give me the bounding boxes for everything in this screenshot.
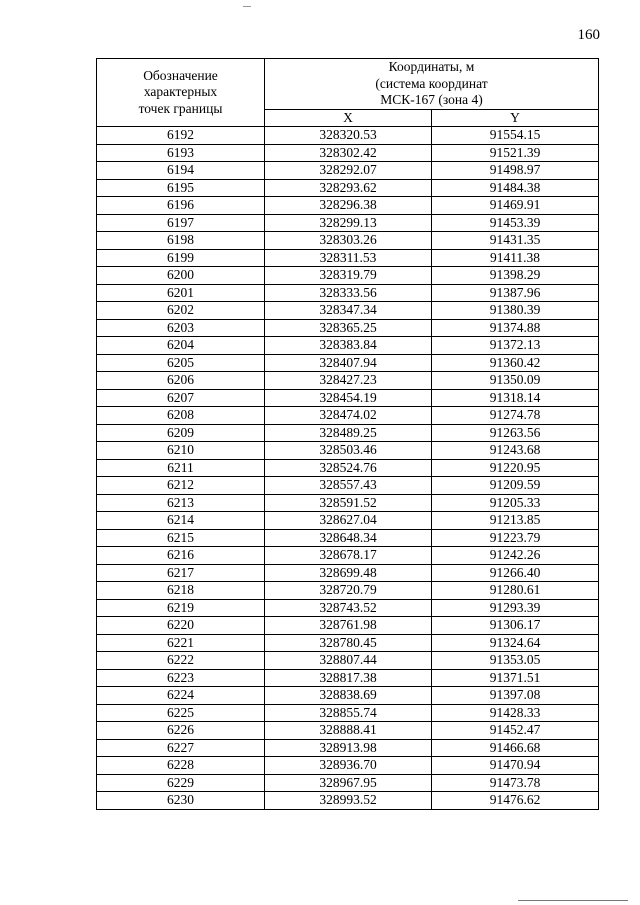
y-coordinate-cell: 91453.39 xyxy=(432,214,599,232)
x-coordinate-cell: 328913.98 xyxy=(265,739,432,757)
y-coordinate-cell: 91411.38 xyxy=(432,249,599,267)
point-id-cell: 6206 xyxy=(97,372,265,390)
point-id-cell: 6203 xyxy=(97,319,265,337)
point-id-cell: 6200 xyxy=(97,267,265,285)
point-id-cell: 6204 xyxy=(97,337,265,355)
table-row xyxy=(97,652,599,670)
x-coordinate-cell: 328807.44 xyxy=(265,652,432,670)
y-coordinate-cell: 91209.59 xyxy=(432,477,599,495)
y-coordinate-cell: 91521.39 xyxy=(432,144,599,162)
page-number: 160 xyxy=(577,27,600,43)
table-row xyxy=(97,722,599,740)
y-coordinate-cell: 91213.85 xyxy=(432,512,599,530)
y-coordinate-cell: 91360.42 xyxy=(432,354,599,372)
table-row xyxy=(97,634,599,652)
header-point-label: Обозначение характерных точек границы xyxy=(97,59,265,127)
y-coordinate-cell: 91387.96 xyxy=(432,284,599,302)
table-row xyxy=(97,197,599,215)
point-id-cell: 6229 xyxy=(97,774,265,792)
x-coordinate-cell: 328627.04 xyxy=(265,512,432,530)
y-coordinate-cell: 91306.17 xyxy=(432,617,599,635)
y-coordinate-cell: 91318.14 xyxy=(432,389,599,407)
table-row xyxy=(97,337,599,355)
table-row xyxy=(97,127,599,145)
point-id-cell: 6199 xyxy=(97,249,265,267)
x-coordinate-cell: 328678.17 xyxy=(265,547,432,565)
y-coordinate-cell: 91428.33 xyxy=(432,704,599,722)
x-coordinate-cell: 328817.38 xyxy=(265,669,432,687)
table-row xyxy=(97,424,599,442)
point-id-cell: 6197 xyxy=(97,214,265,232)
table-row xyxy=(97,232,599,250)
table-row xyxy=(97,372,599,390)
y-coordinate-cell: 91205.33 xyxy=(432,494,599,512)
table-row xyxy=(97,389,599,407)
header-y-label: Y xyxy=(432,109,599,127)
y-coordinate-cell: 91274.78 xyxy=(432,407,599,425)
x-coordinate-cell: 328302.42 xyxy=(265,144,432,162)
x-coordinate-cell: 328761.98 xyxy=(265,617,432,635)
table-row xyxy=(97,529,599,547)
y-coordinate-cell: 91293.39 xyxy=(432,599,599,617)
y-coordinate-cell: 91397.08 xyxy=(432,687,599,705)
y-coordinate-cell: 91466.68 xyxy=(432,739,599,757)
table-row xyxy=(97,144,599,162)
y-coordinate-cell: 91263.56 xyxy=(432,424,599,442)
table-row xyxy=(97,249,599,267)
point-id-cell: 6213 xyxy=(97,494,265,512)
point-id-cell: 6209 xyxy=(97,424,265,442)
x-coordinate-cell: 328365.25 xyxy=(265,319,432,337)
point-id-cell: 6212 xyxy=(97,477,265,495)
y-coordinate-cell: 91324.64 xyxy=(432,634,599,652)
y-coordinate-cell: 91380.39 xyxy=(432,302,599,320)
point-id-cell: 6220 xyxy=(97,617,265,635)
x-coordinate-cell: 328347.34 xyxy=(265,302,432,320)
table-row xyxy=(97,512,599,530)
y-coordinate-cell: 91498.97 xyxy=(432,162,599,180)
table-header-row xyxy=(97,59,599,110)
x-coordinate-cell: 328292.07 xyxy=(265,162,432,180)
header-coords-label: Координаты, м (система координат МСК-167 (зона 4) xyxy=(265,59,599,110)
point-id-cell: 6196 xyxy=(97,197,265,215)
x-coordinate-cell: 328454.19 xyxy=(265,389,432,407)
point-id-cell: 6192 xyxy=(97,127,265,145)
table-row xyxy=(97,617,599,635)
y-coordinate-cell: 91452.47 xyxy=(432,722,599,740)
x-coordinate-cell: 328383.84 xyxy=(265,337,432,355)
point-id-cell: 6223 xyxy=(97,669,265,687)
x-coordinate-cell: 328311.53 xyxy=(265,249,432,267)
y-coordinate-cell: 91469.91 xyxy=(432,197,599,215)
table-row xyxy=(97,302,599,320)
x-coordinate-cell: 328888.41 xyxy=(265,722,432,740)
x-coordinate-cell: 328524.76 xyxy=(265,459,432,477)
scan-mark-bottom xyxy=(518,900,628,901)
table-row xyxy=(97,774,599,792)
table-row xyxy=(97,599,599,617)
x-coordinate-cell: 328489.25 xyxy=(265,424,432,442)
point-id-cell: 6225 xyxy=(97,704,265,722)
point-id-cell: 6217 xyxy=(97,564,265,582)
x-coordinate-cell: 328936.70 xyxy=(265,757,432,775)
x-coordinate-cell: 328333.56 xyxy=(265,284,432,302)
y-coordinate-cell: 91266.40 xyxy=(432,564,599,582)
point-id-cell: 6215 xyxy=(97,529,265,547)
x-coordinate-cell: 328503.46 xyxy=(265,442,432,460)
point-id-cell: 6194 xyxy=(97,162,265,180)
scan-mark-top xyxy=(243,6,251,7)
coordinates-table xyxy=(96,58,599,810)
point-id-cell: 6205 xyxy=(97,354,265,372)
point-id-cell: 6219 xyxy=(97,599,265,617)
x-coordinate-cell: 328427.23 xyxy=(265,372,432,390)
y-coordinate-cell: 91398.29 xyxy=(432,267,599,285)
y-coordinate-cell: 91476.62 xyxy=(432,792,599,810)
table-row xyxy=(97,459,599,477)
point-id-cell: 6208 xyxy=(97,407,265,425)
point-id-cell: 6210 xyxy=(97,442,265,460)
y-coordinate-cell: 91242.26 xyxy=(432,547,599,565)
y-coordinate-cell: 91484.38 xyxy=(432,179,599,197)
point-id-cell: 6228 xyxy=(97,757,265,775)
table-row xyxy=(97,704,599,722)
point-id-cell: 6222 xyxy=(97,652,265,670)
point-id-cell: 6214 xyxy=(97,512,265,530)
x-coordinate-cell: 328296.38 xyxy=(265,197,432,215)
x-coordinate-cell: 328557.43 xyxy=(265,477,432,495)
point-id-cell: 6224 xyxy=(97,687,265,705)
table-row xyxy=(97,547,599,565)
header-x-label: X xyxy=(265,109,432,127)
table-row xyxy=(97,792,599,810)
y-coordinate-cell: 91280.61 xyxy=(432,582,599,600)
x-coordinate-cell: 328299.13 xyxy=(265,214,432,232)
y-coordinate-cell: 91223.79 xyxy=(432,529,599,547)
point-id-cell: 6211 xyxy=(97,459,265,477)
table-row xyxy=(97,582,599,600)
point-id-cell: 6226 xyxy=(97,722,265,740)
x-coordinate-cell: 328407.94 xyxy=(265,354,432,372)
table-row xyxy=(97,757,599,775)
table-row xyxy=(97,669,599,687)
y-coordinate-cell: 91243.68 xyxy=(432,442,599,460)
point-id-cell: 6201 xyxy=(97,284,265,302)
table-row xyxy=(97,354,599,372)
y-coordinate-cell: 91473.78 xyxy=(432,774,599,792)
table-row xyxy=(97,407,599,425)
point-id-cell: 6198 xyxy=(97,232,265,250)
point-id-cell: 6207 xyxy=(97,389,265,407)
x-coordinate-cell: 328648.34 xyxy=(265,529,432,547)
x-coordinate-cell: 328591.52 xyxy=(265,494,432,512)
table-row xyxy=(97,162,599,180)
y-coordinate-cell: 91371.51 xyxy=(432,669,599,687)
y-coordinate-cell: 91220.95 xyxy=(432,459,599,477)
x-coordinate-cell: 328967.95 xyxy=(265,774,432,792)
point-id-cell: 6195 xyxy=(97,179,265,197)
y-coordinate-cell: 91350.09 xyxy=(432,372,599,390)
x-coordinate-cell: 328474.02 xyxy=(265,407,432,425)
table-row xyxy=(97,739,599,757)
table-row xyxy=(97,319,599,337)
x-coordinate-cell: 328855.74 xyxy=(265,704,432,722)
point-id-cell: 6218 xyxy=(97,582,265,600)
y-coordinate-cell: 91554.15 xyxy=(432,127,599,145)
point-id-cell: 6202 xyxy=(97,302,265,320)
table-row xyxy=(97,214,599,232)
y-coordinate-cell: 91374.88 xyxy=(432,319,599,337)
x-coordinate-cell: 328699.48 xyxy=(265,564,432,582)
x-coordinate-cell: 328319.79 xyxy=(265,267,432,285)
x-coordinate-cell: 328293.62 xyxy=(265,179,432,197)
x-coordinate-cell: 328743.52 xyxy=(265,599,432,617)
table-row xyxy=(97,477,599,495)
table-row xyxy=(97,442,599,460)
point-id-cell: 6227 xyxy=(97,739,265,757)
x-coordinate-cell: 328780.45 xyxy=(265,634,432,652)
y-coordinate-cell: 91372.13 xyxy=(432,337,599,355)
table-row xyxy=(97,564,599,582)
x-coordinate-cell: 328303.26 xyxy=(265,232,432,250)
point-id-cell: 6216 xyxy=(97,547,265,565)
x-coordinate-cell: 328320.53 xyxy=(265,127,432,145)
y-coordinate-cell: 91431.35 xyxy=(432,232,599,250)
point-id-cell: 6193 xyxy=(97,144,265,162)
x-coordinate-cell: 328720.79 xyxy=(265,582,432,600)
y-coordinate-cell: 91353.05 xyxy=(432,652,599,670)
table-row xyxy=(97,267,599,285)
y-coordinate-cell: 91470.94 xyxy=(432,757,599,775)
table-row xyxy=(97,179,599,197)
point-id-cell: 6221 xyxy=(97,634,265,652)
table-row xyxy=(97,494,599,512)
x-coordinate-cell: 328838.69 xyxy=(265,687,432,705)
table-body xyxy=(97,127,599,810)
point-id-cell: 6230 xyxy=(97,792,265,810)
table-row xyxy=(97,284,599,302)
table-row xyxy=(97,687,599,705)
x-coordinate-cell: 328993.52 xyxy=(265,792,432,810)
